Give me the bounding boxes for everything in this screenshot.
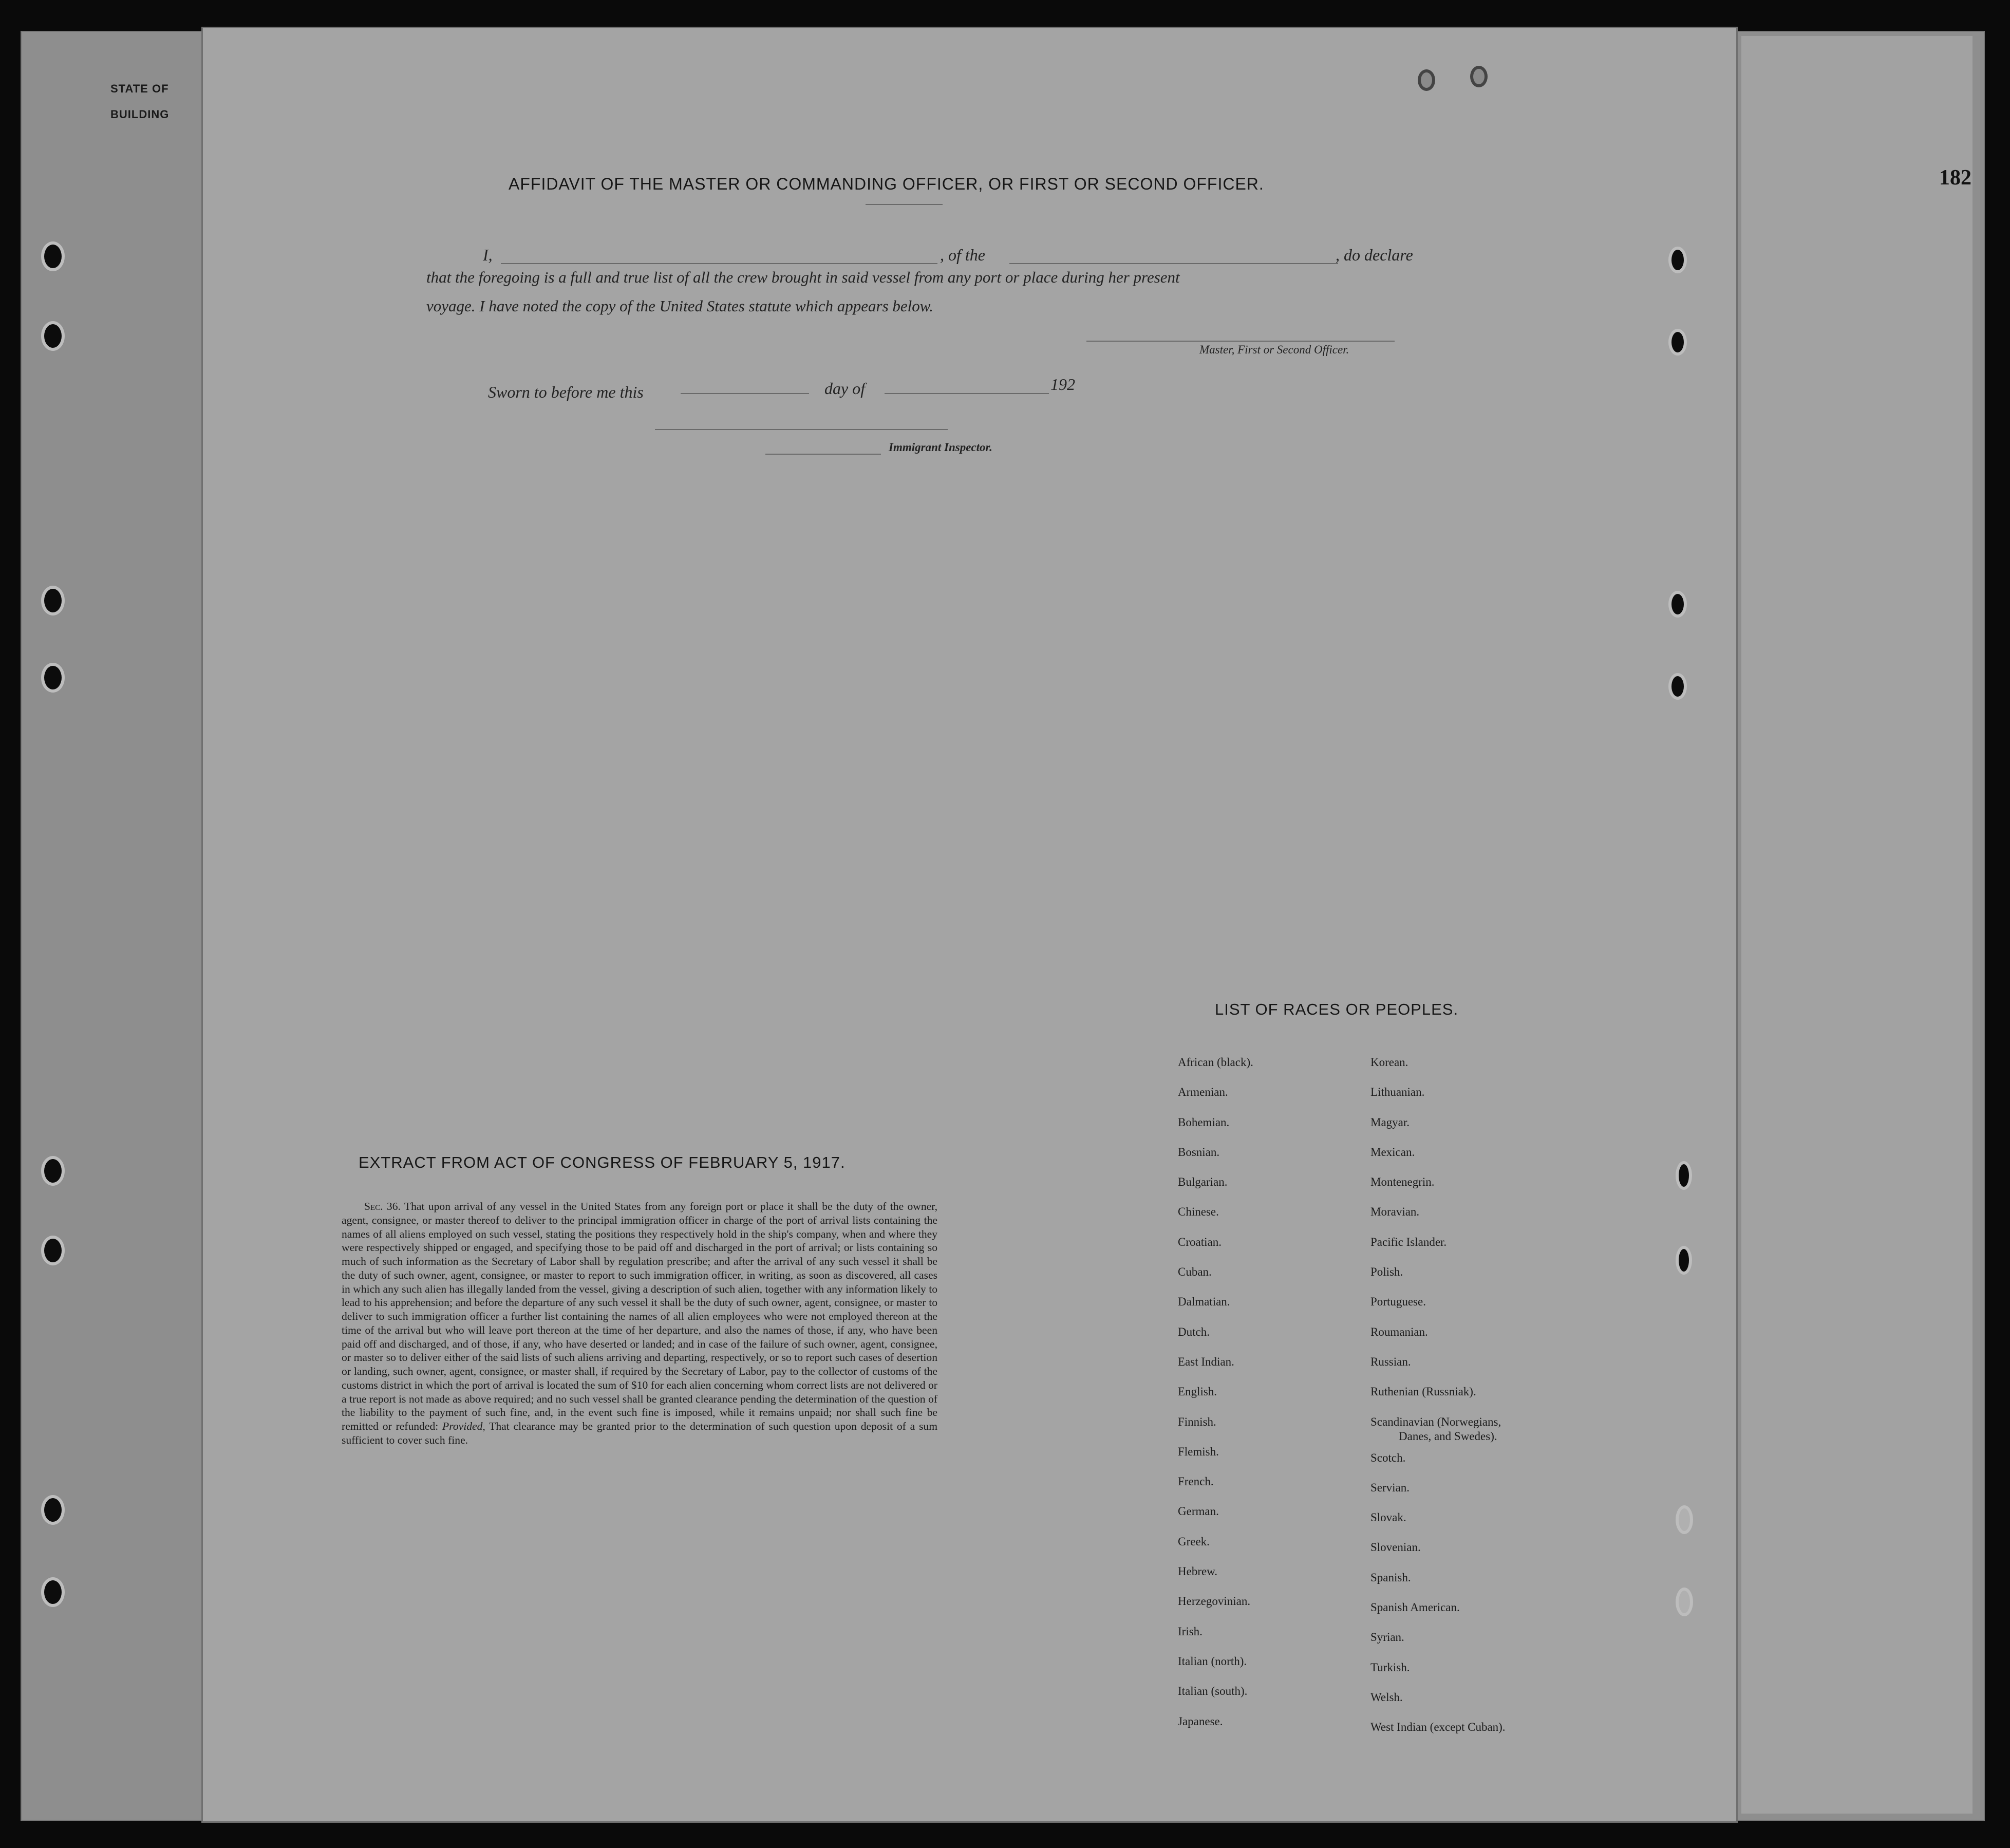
signature-label: Master, First or Second Officer. [1199,343,1349,356]
inspector-signature-blank [655,429,948,430]
year-prefix: 192 [1050,375,1075,394]
race-item: Herzegovinian. [1178,1595,1251,1608]
month-blank [885,393,1049,394]
affidavit-line1-of-the: , of the [940,246,985,264]
race-item: Welsh. [1370,1690,1403,1704]
race-item: Greek. [1178,1535,1210,1548]
race-item: African (black). [1178,1056,1253,1069]
races-column-2 [1370,1056,1506,1751]
inspector-label: Immigrant Inspector. [889,441,992,454]
race-item: Ruthenian (Russniak). [1370,1385,1476,1398]
races-heading: LIST OF RACES OR PEOPLES. [1215,1000,1459,1018]
race-item: East Indian. [1178,1355,1234,1368]
binder-hole [41,1577,65,1607]
race-item: Montenegrin. [1370,1175,1435,1189]
race-item: Irish. [1178,1625,1203,1638]
affidavit-line2: that the foregoing is a full and true list of all the crew brought in said vessel from any port or place during her present [426,268,1180,286]
race-item: Chinese. [1178,1205,1219,1219]
binder-hole [41,321,65,351]
affidavit-line3: voyage. I have noted the copy of the United States statute which appears below. [426,297,933,315]
race-item: Syrian. [1370,1631,1404,1644]
page-number: 182 [1939,166,1971,190]
punch-hole [1668,247,1687,273]
race-item: Scandinavian (Norwegians, [1370,1415,1501,1428]
stamp-fragment-building: BUILDING [110,108,170,121]
signature-blank [1086,341,1395,342]
punch-hole [1668,329,1687,356]
race-item: Turkish. [1370,1660,1410,1674]
race-item: Italian (south). [1178,1685,1248,1698]
master-name-blank [501,263,937,264]
statute-body: That upon arrival of any vessel in the United States from any foreign port or place it shall be the duty of the owner, agent, consignee, or master thereof to deliver to the principal immigration officer in charge of the port of arrival lists containing the names of all aliens employed on such vessel, stating the positions they respectively hold in the ship's company, when and where they were respectively shipped or engaged, and specifying those to be paid off and discharged in the port of arrival; or lists containing so much of such information as the Secretary of Labor shall by regulation prescribe; and after the arrival of any such vessel it shall be the duty of such owner, agent, consignee, or master to report to such immigration officer, in writing, as soon as discovered, all cases in which any such alien has illegally landed from the vessel, giving a description of such alien, together with any information likely to lead to his apprehension; and before the departure of any such vessel it shall be the duty of such owner, agent, consignee, or master to deliver to such immigration officer a further list containing the names of all alien employees who were not employed thereon at the time of the arrival but who will leave port thereon at the time of her departure, and also the names of those, if any, who have been paid off and discharged, and of those, if any, who have deserted or landed; and in case of the failure of such owner, agent, consignee, or master so to deliver either of the said lists of such aliens arriving and departing, respectively, or so to report such cases of desertion or landing, such owner, agent, consignee, or master shall, if required by the Secretary of Labor, pay to the collector of customs of the customs district in which the port of arrival is located the sum of $10 for each alien concerning whom correct lists are not delivered or a true report is not made as above required; and no such vessel shall be granted clearance pending the determination of the question of the liability to the payment of such fine, and, in the event such fine is imposed, while it remains unpaid; nor shall such fine be remitted or refunded: [342,1200,938,1433]
race-item: Slovak. [1370,1511,1406,1524]
race-item: Japanese. [1178,1714,1223,1728]
race-item: Hebrew. [1178,1565,1218,1578]
race-item: Korean. [1370,1056,1408,1069]
punch-hole [1676,1588,1693,1616]
punch-hole [1676,1161,1692,1190]
race-item: Pacific Islander. [1370,1235,1447,1248]
punch-hole [1418,69,1435,91]
race-item: Spanish American. [1370,1601,1460,1614]
race-item: Finnish. [1178,1415,1216,1428]
affidavit-line1-i: I, [483,246,493,264]
race-item: French. [1178,1475,1214,1488]
underlying-sheet-right-edge [1741,36,1973,1814]
race-item: Slovenian. [1370,1541,1421,1554]
race-item: Lithuanian. [1370,1086,1425,1099]
race-item: Flemish. [1178,1445,1219,1458]
race-item: Magyar. [1370,1115,1410,1129]
race-item: West Indian (except Cuban). [1370,1721,1506,1734]
statute-proviso-text: That clearance may be granted prior to the determination of such question upon deposit of a sum sufficient to cover such fine. [342,1420,937,1447]
race-item: Polish. [1370,1265,1403,1279]
sworn-label: Sworn to before me this [488,383,644,401]
race-item: Croatian. [1178,1235,1222,1248]
binder-hole [41,1236,65,1265]
binder-hole [41,663,65,693]
punch-hole [1668,591,1687,618]
race-item: Roumanian. [1370,1325,1428,1338]
punch-hole [1676,1505,1693,1534]
race-item: Armenian. [1178,1086,1228,1099]
race-item: Danes, and Swedes). [1399,1429,1497,1443]
binder-hole [41,586,65,615]
race-item: English. [1178,1385,1217,1398]
affidavit-heading: AFFIDAVIT OF THE MASTER OR COMMANDING OFFICER, OR FIRST OR SECOND OFFICER. [509,175,1264,193]
punch-hole [1668,673,1687,700]
stamp-fragment-state: STATE OF [110,82,169,95]
race-item: Cuban. [1178,1265,1212,1279]
binder-hole [41,1495,65,1525]
races-column-1 [1178,1056,1253,1745]
sworn-day-blank [681,393,809,394]
race-item: Scotch. [1370,1451,1406,1464]
affidavit-line1-declare: , do declare [1336,246,1413,264]
statute-section-label: Sec. 36. [364,1200,401,1212]
race-item: Mexican. [1370,1145,1415,1159]
race-item: Russian. [1370,1355,1411,1368]
race-item: Spanish. [1370,1571,1411,1584]
race-item: Italian (north). [1178,1654,1247,1668]
vessel-name-blank [1009,263,1338,264]
race-item: German. [1178,1505,1219,1518]
binder-hole [41,241,65,271]
race-item: Servian. [1370,1481,1410,1494]
race-item: Bohemian. [1178,1115,1230,1129]
statute-proviso-label: Provided, [442,1420,485,1433]
race-item: Portuguese. [1370,1295,1426,1309]
heading-underline [866,204,943,205]
race-item: Dalmatian. [1178,1295,1230,1309]
punch-hole [1676,1246,1692,1275]
race-item: Dutch. [1178,1325,1210,1338]
statute-text [342,1200,937,1447]
extract-heading: EXTRACT FROM ACT OF CONGRESS OF FEBRUARY 5, 1917. [359,1153,846,1171]
race-item: Bulgarian. [1178,1175,1228,1189]
punch-hole [1470,66,1488,87]
race-item: Moravian. [1370,1205,1420,1219]
day-of-label: day of [824,379,866,398]
binder-hole [41,1156,65,1186]
race-item: Bosnian. [1178,1145,1220,1159]
inspector-name-blank [765,454,881,455]
